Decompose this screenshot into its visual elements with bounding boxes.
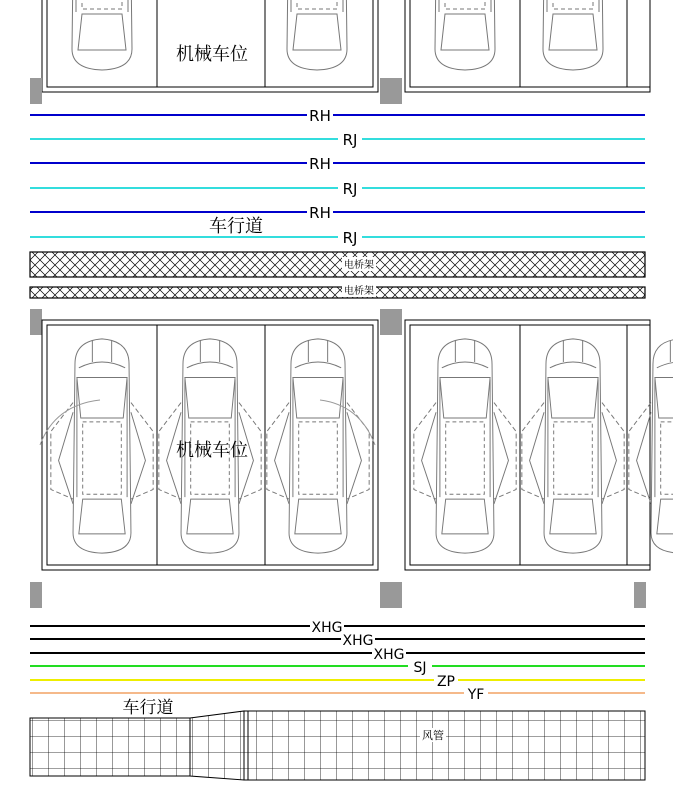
pipe-label: RJ: [342, 180, 358, 198]
air-duct: [30, 711, 645, 780]
pipe-label: ZP: [436, 674, 456, 690]
parking-block-mid-right: [405, 320, 673, 570]
column-marker: [30, 582, 42, 608]
cable-tray-label: 电桥架: [344, 260, 374, 271]
pipe-label: RH: [309, 107, 331, 125]
pipe-line-xhg-1: [30, 620, 645, 636]
lane-label-bottom: 车行道: [122, 698, 174, 718]
pipe-line-xhg-3: [30, 647, 645, 663]
column-marker: [380, 582, 402, 608]
column-marker: [380, 78, 402, 104]
pipe-line-rj-2: [30, 180, 645, 198]
pipe-line-rh-1: [30, 107, 645, 125]
pipe-line-rh-2: [30, 155, 645, 173]
pipe-label: RJ: [342, 229, 358, 247]
column-marker: [380, 309, 402, 335]
pipe-label: XHG: [373, 647, 405, 663]
column-marker: [30, 309, 42, 335]
pipe-label: XHG: [311, 620, 343, 636]
pipe-label: YF: [467, 687, 485, 703]
pipe-label: RH: [309, 204, 331, 222]
column-marker: [634, 582, 646, 608]
cable-tray-label: 电桥架: [344, 286, 374, 297]
pipe-label: RJ: [342, 131, 358, 149]
parking-label-mid: 机械车位: [176, 440, 248, 461]
pipe-label: RH: [309, 155, 331, 173]
pipe-line-rh-3: [30, 204, 645, 222]
pipe-group-bottom: [30, 620, 645, 703]
parking-block-top-right: [405, 0, 650, 92]
pipe-line-rj-1: [30, 131, 645, 149]
cable-tray-1: [30, 252, 645, 277]
parking-label-top: 机械车位: [176, 44, 248, 65]
duct-label: 风管: [422, 729, 444, 742]
pipe-line-rj-3: [30, 229, 645, 247]
pipe-label: SJ: [413, 660, 427, 676]
pipe-line-sj: [30, 660, 645, 676]
pipe-group-top: [30, 107, 645, 247]
column-marker: [30, 78, 42, 104]
cable-tray-2: [30, 284, 645, 298]
pipe-line-zp: [30, 674, 645, 690]
pipe-label: XHG: [342, 633, 374, 649]
lane-label-top: 车行道: [209, 216, 263, 237]
